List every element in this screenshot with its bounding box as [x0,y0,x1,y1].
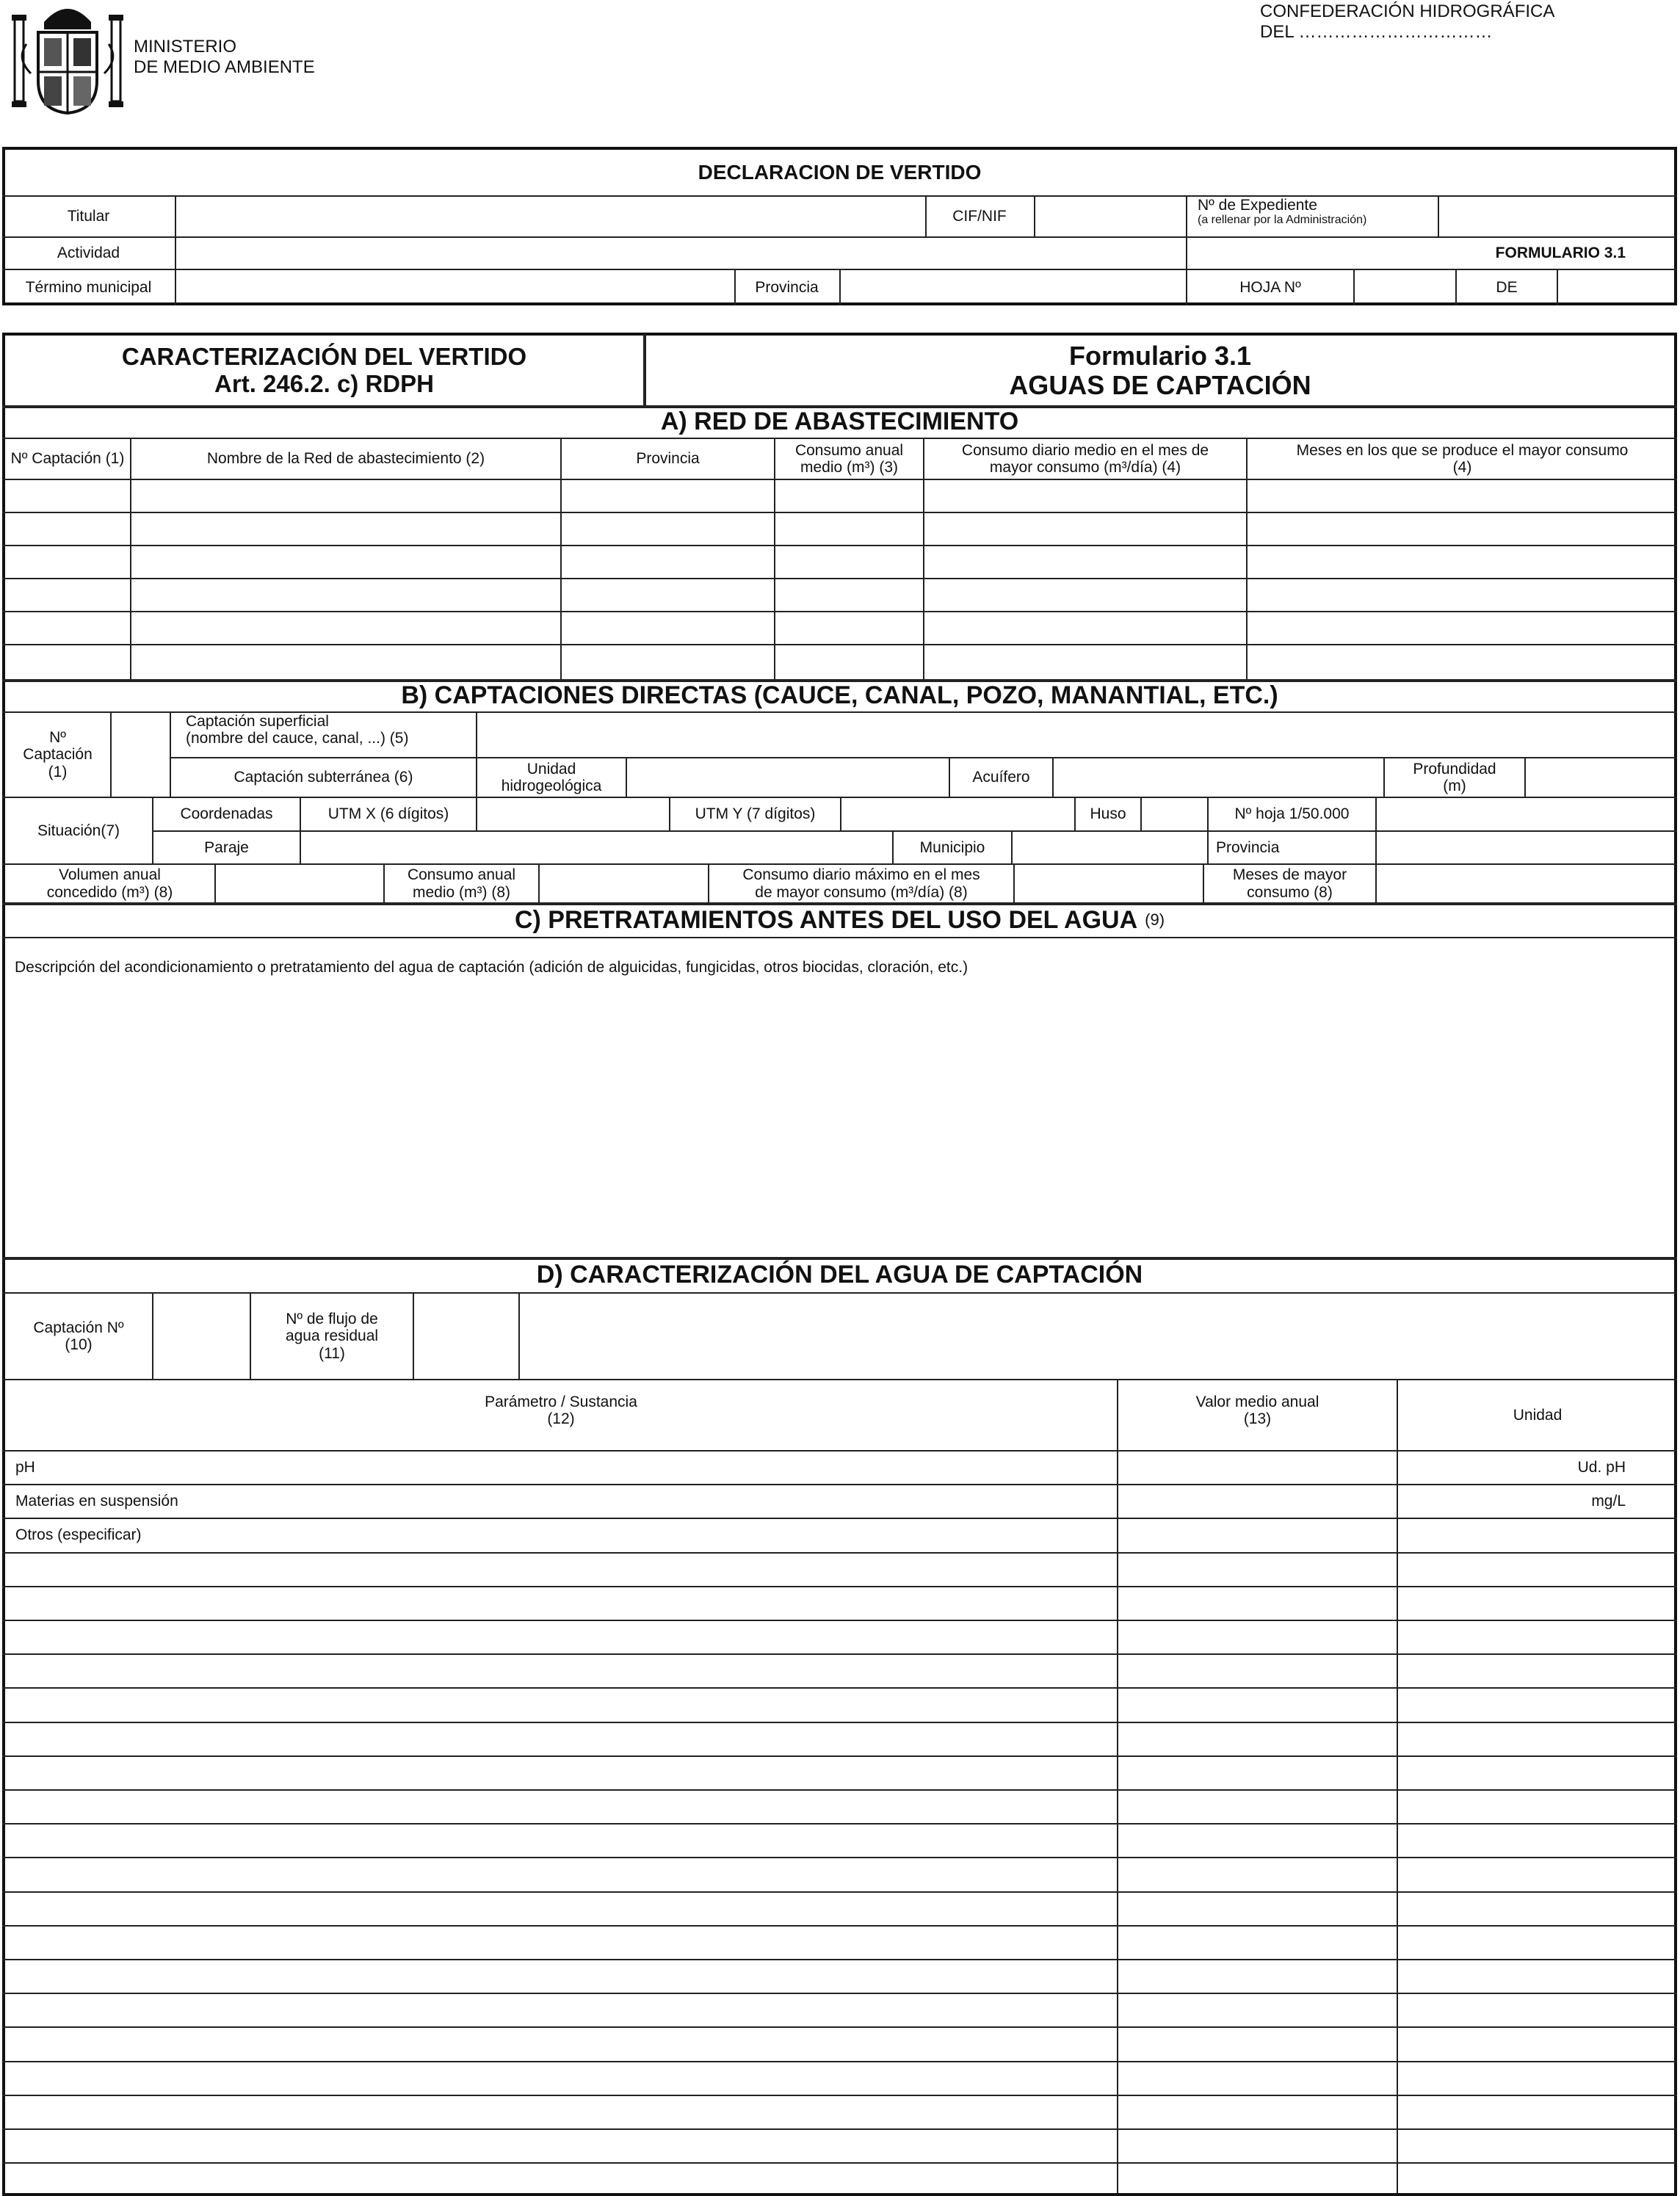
col-consumo-anual-b: medio (m³) (3) [800,459,898,476]
d-value-cell[interactable] [1118,1519,1395,1551]
b-acuifero-label: Acuífero [972,769,1030,786]
d-param-cell[interactable]: Otros (especificar) [15,1526,142,1543]
b-superficial-a: Captación superficial [186,713,329,730]
d-unit-cell[interactable] [1398,1927,1677,1958]
col-n-captacion: Nº Captación (1) [10,450,125,468]
de-label: DE [1496,279,1518,297]
coat-of-arms-emblem [9,0,126,116]
b-unidad-field[interactable] [627,758,949,797]
d-unit-cell[interactable] [1398,1994,1677,2026]
b-n-captacion: Nº Captación (1) [23,729,93,780]
section-b-title: B) CAPTACIONES DIRECTAS (CAUCE, CANAL, POZO, MANANTIAL, ETC.) [401,681,1278,710]
d-valor-b: (13) [1243,1410,1272,1428]
b-n-captacion-field[interactable] [112,713,170,797]
b-provincia-label: Provincia [1216,838,1280,856]
d-unit-cell[interactable] [1398,2130,1677,2161]
b-volumen-a: Volumen anual [59,866,161,884]
d-param-cell[interactable] [5,1927,1115,1958]
col-meses [1248,439,1677,479]
col-provincia: Provincia [636,450,700,468]
b-paraje-field[interactable] [301,832,892,863]
d-param-cell[interactable] [5,1893,1115,1924]
section-a-title: A) RED DE ABASTECIMIENTO [660,407,1019,436]
b-diario-b: de mayor consumo (m³/día) (8) [755,883,968,901]
col-consumo-anual [775,439,923,479]
a-table-cell[interactable] [131,480,560,512]
d-value-cell[interactable] [1118,2130,1395,2161]
d-unidad-header: Unidad [1513,1406,1563,1424]
d-value-cell[interactable] [1118,2096,1395,2128]
termino-label: Término municipal [25,279,152,297]
b-utmx-label: UTM X (6 dígitos) [327,805,449,823]
d-unit-cell[interactable] [1398,1960,1677,1992]
a-table-cell[interactable] [775,480,923,512]
col-consumo-anual-a: Consumo anual [794,441,904,459]
a-table-cell[interactable] [775,612,923,644]
d-parametro-a: Parámetro / Sustancia [485,1394,637,1410]
b-utmx-field[interactable] [477,798,669,830]
b-profundidad-label: Profundidad (m) [1413,760,1496,794]
provincia-label: Provincia [755,279,819,297]
a-table-cell[interactable] [924,546,1246,578]
a-table-cell[interactable] [1248,612,1676,644]
section-c-description: Descripción del acondicionamiento o pretratamiento del agua de captación (adición de alguicidas, fungicidas, otros biocidas, cloración, etc.) [15,959,968,976]
ministry-line2: DE MEDIO AMBIENTE [134,57,315,77]
d-unit-cell[interactable] [1398,1858,1677,1890]
b-meses-label [1204,865,1375,902]
form-header-right-line2: AGUAS DE CAPTACIÓN [1009,369,1311,400]
cif-label: CIF/NIF [952,208,1007,225]
d-value-cell[interactable] [1118,1452,1395,1483]
form-header-left [5,336,643,405]
ministry-name [134,37,315,78]
hoja-field[interactable] [1355,270,1455,305]
d-valor-header [1118,1380,1397,1450]
b-provincia-field[interactable] [1377,832,1677,863]
d-param-cell[interactable] [5,1655,1115,1686]
d-unit-cell[interactable] [1398,1655,1677,1686]
a-table-cell[interactable] [775,645,923,678]
termino-field[interactable] [176,270,734,305]
col-nombre-red: Nombre de la Red de abastecimiento (2) [206,450,485,468]
a-table-cell[interactable] [5,645,130,678]
b-utmy-field[interactable] [841,798,1074,830]
cif-field[interactable] [1035,197,1186,236]
b-municipio-field[interactable] [1013,832,1207,863]
d-param-cell[interactable]: Materias en suspensión [15,1492,178,1510]
b-consumo-label [385,865,538,902]
d-param-cell[interactable] [5,2028,1115,2059]
b-superficial-b: (nombre del cauce, canal, ...) (5) [186,730,409,747]
d-value-cell[interactable] [1118,1858,1395,1890]
d-value-cell[interactable] [1118,2028,1395,2059]
d-param-cell[interactable] [5,2130,1115,2161]
a-table-cell[interactable] [924,480,1246,512]
d-param-cell[interactable] [5,1791,1115,1822]
d-param-cell[interactable] [5,1621,1115,1653]
b-meses-b: consumo (8) [1247,883,1333,901]
d-captacion-label [5,1294,152,1379]
d-value-cell[interactable] [1118,2062,1395,2094]
d-unit-cell[interactable]: Ud. pH [1577,1458,1626,1476]
d-value-cell[interactable] [1118,1757,1395,1789]
form-header-right [646,336,1674,405]
b-consumo-a: Consumo anual [407,866,516,884]
d-param-cell[interactable] [5,1824,1115,1856]
titular-field[interactable] [176,197,925,236]
d-param-cell[interactable] [5,1689,1115,1720]
form-header-right-line1: Formulario 3.1 [1068,340,1252,371]
d-captacion-a: Captación Nº [33,1319,124,1336]
d-unit-cell[interactable] [1398,1554,1677,1585]
d-value-cell[interactable] [1118,1791,1395,1822]
b-huso-field[interactable] [1142,798,1207,830]
actividad-field[interactable] [176,238,1186,269]
col-consumo-diario-b: mayor consumo (m³/día) (4) [989,459,1181,476]
d-parametro-header [5,1380,1117,1450]
a-table-cell[interactable] [131,645,560,678]
b-acuifero-field[interactable] [1054,758,1383,797]
a-table-cell[interactable] [775,579,923,611]
b-diario-field[interactable] [1015,865,1203,902]
formulario-label: FORMULARIO 3.1 [1495,244,1626,262]
titular-label: Titular [67,208,110,225]
section-c-description-field[interactable] [5,988,1674,1255]
d-value-cell[interactable] [1118,1723,1395,1755]
provincia-field[interactable] [841,270,1186,305]
d-param-cell[interactable] [5,1994,1115,2026]
col-consumo-diario [924,439,1246,479]
d-unit-cell[interactable] [1398,1791,1677,1822]
d-unit-cell[interactable] [1398,2028,1677,2059]
b-situacion-label: Situación(7) [37,822,120,839]
a-table-cell[interactable] [1248,546,1676,578]
d-value-cell[interactable] [1118,1824,1395,1856]
confed-line2: DEL …………………………… [1260,22,1493,42]
d-unit-cell[interactable] [1398,2062,1677,2094]
d-value-cell[interactable] [1118,1689,1395,1720]
d-value-cell[interactable] [1118,1960,1395,1992]
d-value-cell[interactable] [1118,1587,1395,1619]
b-consumo-field[interactable] [540,865,708,902]
d-unit-cell[interactable] [1398,1757,1677,1789]
a-table-cell[interactable] [562,480,774,512]
d-param-cell[interactable]: pH [15,1458,35,1476]
d-unit-cell[interactable] [1398,1689,1677,1720]
b-diario-label [709,865,1013,902]
d-value-cell[interactable] [1118,1994,1395,2026]
b-superficial-label [171,713,476,757]
d-value-cell[interactable] [1118,1927,1395,1958]
ministry-line1: MINISTERIO [134,37,237,57]
confed-line1: CONFEDERACIÓN HIDROGRÁFICA [1260,1,1555,21]
b-meses-field[interactable] [1377,865,1677,902]
expediente-label [1187,197,1438,236]
b-subterranea-label: Captación subterránea (6) [233,769,413,786]
a-table-cell[interactable] [562,612,774,644]
b-hoja-label: Nº hoja 1/50.000 [1234,805,1350,823]
form-header-left-line2: Art. 246.2. c) RDPH [214,369,434,397]
d-param-cell[interactable] [5,2096,1115,2128]
d-unit-cell[interactable] [1398,1519,1677,1551]
d-captacion-field[interactable] [153,1294,250,1379]
b-consumo-b: medio (m³) (8) [412,883,510,901]
d-value-cell[interactable] [1118,1655,1395,1686]
a-table-cell[interactable] [562,579,774,611]
b-coordenadas-label: Coordenadas [180,805,273,823]
a-table-cell[interactable] [1248,480,1676,512]
b-paraje-label: Paraje [204,838,249,856]
d-unit-cell[interactable] [1398,1893,1677,1924]
d-value-cell[interactable] [1118,1621,1395,1653]
d-param-cell[interactable] [5,2062,1115,2094]
b-huso-label: Huso [1090,805,1126,823]
col-meses-a: Meses en los que se produce el mayor consumo [1296,441,1629,459]
a-table-cell[interactable] [5,513,130,545]
d-param-cell[interactable] [5,1960,1115,1992]
a-table-cell[interactable] [131,579,560,611]
a-table-cell[interactable] [924,513,1246,545]
d-flujo-label [251,1294,413,1379]
d-unit-cell[interactable] [1398,2096,1677,2128]
col-consumo-diario-a: Consumo diario medio en el mes de [961,441,1209,459]
b-hoja-field[interactable] [1377,798,1677,830]
a-table-cell[interactable] [1248,579,1676,611]
d-unit-cell[interactable] [1398,1587,1677,1619]
section-c-title-note: (9) [1145,910,1165,930]
b-volumen-field[interactable] [216,865,383,902]
declaration-title: DECLARACION DE VERTIDO [698,160,982,184]
expediente-text: Nº de Expediente [1198,197,1317,214]
b-superficial-field[interactable] [477,713,1677,757]
b-volumen-b: concedido (m³) (8) [46,883,173,901]
a-table-cell[interactable] [562,513,774,545]
a-table-cell[interactable] [924,579,1246,611]
hoja-label: HOJA Nº [1239,279,1301,297]
expediente-note: (a rellenar por la Administración) [1198,214,1367,227]
d-unit-cell[interactable] [1398,1621,1677,1653]
d-valor-a: Valor medio anual [1195,1394,1319,1410]
a-table-cell[interactable] [1248,513,1676,545]
col-meses-b: (4) [1452,459,1472,476]
a-table-cell[interactable] [5,480,130,512]
a-table-cell[interactable] [131,546,560,578]
confederation-name [1260,1,1554,43]
a-table-cell[interactable] [5,546,130,578]
form-header-left-line1: CARACTERIZACIÓN DEL VERTIDO [121,343,527,371]
a-table-cell[interactable] [775,546,923,578]
expediente-field[interactable] [1439,197,1677,236]
b-unidad-label: Unidad hidrogeológica [501,760,602,794]
d-flujo-a: Nº de flujo de [286,1311,378,1328]
d-value-cell[interactable] [1118,1893,1395,1924]
d-flujo-field[interactable] [414,1294,518,1379]
a-table-cell[interactable] [775,513,923,545]
de-field[interactable] [1558,270,1677,305]
section-d-title: D) CARACTERIZACIÓN DEL AGUA DE CAPTACIÓN [536,1261,1143,1289]
d-flujo-c: (11) [319,1344,345,1362]
d-value-cell[interactable] [1118,2164,1395,2195]
a-table-cell[interactable] [1248,645,1676,678]
b-diario-a: Consumo diario máximo en el mes [742,866,980,884]
d-unit-cell[interactable] [1398,1824,1677,1856]
b-volumen-label [5,865,214,902]
a-table-cell[interactable] [562,546,774,578]
d-param-cell[interactable] [5,1587,1115,1619]
b-municipio-label: Municipio [919,838,985,856]
d-param-cell[interactable] [5,1757,1115,1789]
d-flujo-b: agua residual [285,1327,379,1345]
b-profundidad-field[interactable] [1526,758,1677,797]
a-table-cell[interactable] [131,612,560,644]
a-table-cell[interactable] [562,645,774,678]
section-c-title-text: C) PRETRATAMIENTOS ANTES DEL USO DEL AGUA [514,905,1138,934]
d-param-cell[interactable] [5,1554,1115,1585]
section-c-title [2,904,1677,937]
b-utmy-label: UTM Y (7 dígitos) [695,805,816,823]
d-parametro-b: (12) [547,1410,575,1428]
d-unit-cell[interactable]: mg/L [1591,1492,1626,1510]
a-table-cell[interactable] [924,612,1246,644]
a-table-cell[interactable] [924,645,1246,678]
d-unit-cell[interactable] [1398,2164,1677,2195]
d-captacion-b: (10) [65,1336,93,1353]
a-table-cell[interactable] [131,513,560,545]
actividad-label: Actividad [57,244,120,262]
d-value-cell[interactable] [1118,1485,1395,1517]
d-value-cell[interactable] [1118,1554,1395,1585]
a-table-cell[interactable] [5,612,130,644]
d-param-cell[interactable] [5,1858,1115,1890]
a-table-cell[interactable] [5,579,130,611]
b-meses-a: Meses de mayor [1232,866,1347,884]
d-param-cell[interactable] [5,1723,1115,1755]
d-param-cell[interactable] [5,2164,1115,2195]
d-unit-cell[interactable] [1398,1723,1677,1755]
